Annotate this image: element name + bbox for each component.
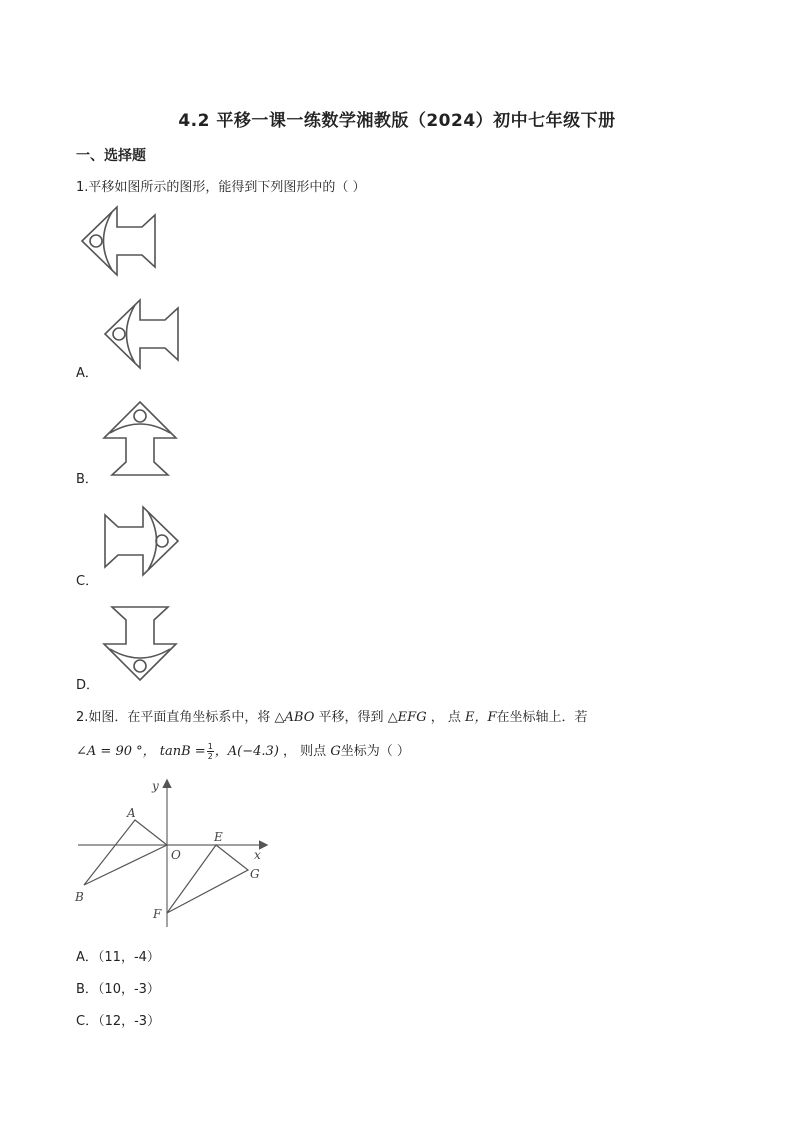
label-x: x <box>254 848 261 862</box>
label-a: A <box>127 806 136 820</box>
q2-stem-part: 坐标为（ ） <box>340 744 410 759</box>
q1-option-b-figure <box>102 400 178 478</box>
q1-option-c-label[interactable]: C． <box>76 574 99 589</box>
q1-option-d-label[interactable]: D． <box>76 678 100 693</box>
fraction-numerator: 1 <box>207 742 213 751</box>
q2-stem-part: 平移，得到 <box>318 710 384 725</box>
option-value: （10，-3） <box>97 982 160 997</box>
q2-point-g: G <box>330 744 341 759</box>
q2-stem-part: 在坐标轴上．若 <box>496 710 588 725</box>
q2-stem-line2 <box>76 740 410 761</box>
q2-option-b[interactable] <box>76 978 160 997</box>
q2-fraction <box>207 742 214 761</box>
q2-coordinate-figure <box>70 775 280 935</box>
option-label: B． <box>76 982 98 997</box>
option-label: A． <box>76 950 98 965</box>
label-g: G <box>250 867 260 881</box>
q2-stem-line1 <box>76 706 588 725</box>
q1-option-c-figure <box>102 505 180 577</box>
q2-point-a: ，A(−4.3) <box>214 744 279 759</box>
page-title: 4.2 平移一课一练数学湘教版（2024）初中七年级下册 <box>178 111 616 131</box>
q1-option-a-figure <box>103 298 183 370</box>
q2-triangle-abo: △ABO <box>274 710 315 725</box>
triangle-abo <box>84 820 167 885</box>
section-heading: 一、选择题 <box>76 148 146 164</box>
label-y: y <box>152 779 159 793</box>
q1-option-a-label[interactable]: A． <box>76 366 98 381</box>
option-label: C． <box>76 1014 99 1029</box>
q1-option-b-label[interactable]: B． <box>76 472 98 487</box>
label-e: E <box>214 830 223 844</box>
label-o: O <box>171 848 181 862</box>
q1-stem: 1.平移如图所示的图形，能得到下列图形中的（ ） <box>76 180 366 195</box>
option-value: （11，-4） <box>97 950 160 965</box>
q2-tan-b: tanB = <box>159 744 206 759</box>
q2-triangle-efg: △EFG <box>387 710 427 725</box>
q2-stem-part: 2.如图．在平面直角坐标系中，将 <box>76 710 271 725</box>
fraction-denominator: 2 <box>207 752 213 761</box>
label-b: B <box>75 890 84 904</box>
option-value: （12，-3） <box>98 1014 161 1029</box>
q2-angle-a: ∠A = 90 °， <box>76 744 156 759</box>
q2-stem-part: ， 点 <box>430 710 461 725</box>
q1-option-d-figure <box>102 604 178 682</box>
q2-option-c[interactable] <box>76 1010 160 1029</box>
q2-stem-part: ， 则点 <box>283 744 327 759</box>
q2-option-a[interactable] <box>76 946 160 965</box>
q1-original-figure <box>80 205 160 277</box>
label-f: F <box>153 907 162 921</box>
q2-points-ef: E，F <box>465 710 497 725</box>
